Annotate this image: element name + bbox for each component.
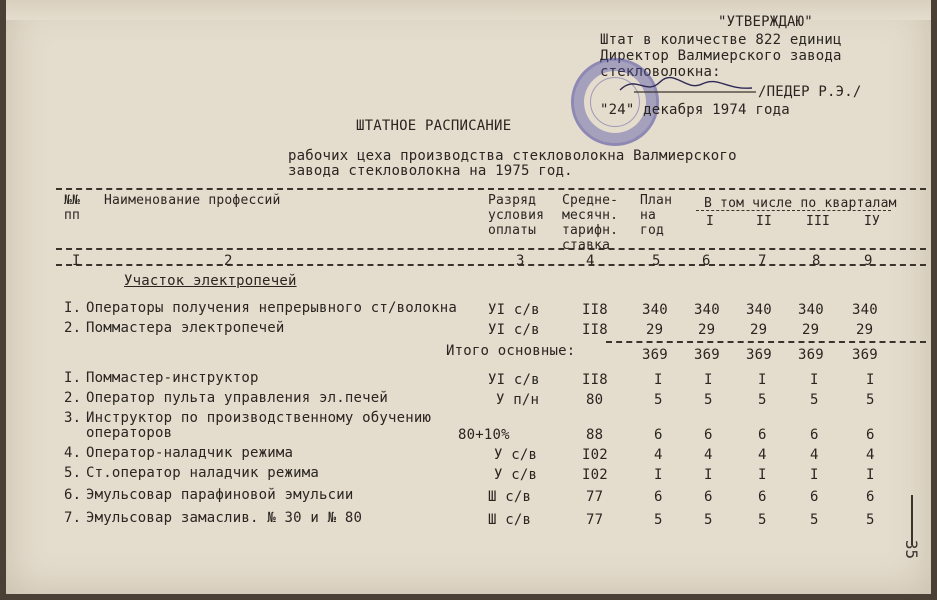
row-q4: 6 xyxy=(866,489,875,505)
row-q2: 6 xyxy=(758,489,767,505)
approval-title: "УТВЕРЖДАЮ" xyxy=(718,14,813,30)
row-q1: 5 xyxy=(704,392,713,408)
approval-date: "24" декабря 1974 года xyxy=(600,102,790,118)
row-grade: УI с/в xyxy=(488,302,540,318)
header-number: №№ пп xyxy=(64,193,81,223)
margin-mark xyxy=(911,495,913,545)
row-number: I. xyxy=(64,300,82,316)
colnum-8: 8 xyxy=(812,253,821,269)
row-rate: I02 xyxy=(582,447,608,463)
colnum-3: 3 xyxy=(516,253,525,269)
table-top-rule xyxy=(56,188,926,190)
row-q3: I xyxy=(810,372,819,388)
row-plan: 340 xyxy=(642,302,668,318)
row-rate: 88 xyxy=(586,427,604,443)
row-plan: I xyxy=(654,467,663,483)
row-number: 7. xyxy=(64,510,82,526)
row-q4: I xyxy=(866,467,875,483)
document-title: ШТАТНОЕ РАСПИСАНИЕ xyxy=(356,118,512,134)
row-q4: 5 xyxy=(866,392,875,408)
row-q1: 6 xyxy=(704,489,713,505)
row-profession: Поммастер-инструктор xyxy=(86,370,259,386)
row-plan: 4 xyxy=(654,447,663,463)
row-q2: 5 xyxy=(758,512,767,528)
row-q4: I xyxy=(866,372,875,388)
row-q1: 340 xyxy=(694,302,720,318)
subtotal-q4: 369 xyxy=(852,347,878,363)
row-rate: 77 xyxy=(586,489,604,505)
row-q1: 4 xyxy=(704,447,713,463)
subtotal-q2: 369 xyxy=(746,347,772,363)
row-grade: УI с/в xyxy=(488,322,540,338)
row-number: 5. xyxy=(64,465,82,481)
row-rate: 80 xyxy=(586,392,604,408)
header-q3: III xyxy=(806,214,831,229)
row-plan: 5 xyxy=(654,512,663,528)
approval-plant: стекловолокна: xyxy=(600,64,721,80)
row-profession-continued: операторов xyxy=(86,425,173,441)
row-q2: 29 xyxy=(750,322,768,338)
subtotal-q3: 369 xyxy=(798,347,824,363)
row-q1: I xyxy=(704,467,713,483)
row-grade: У с/в xyxy=(494,467,538,483)
row-q4: 340 xyxy=(852,302,878,318)
header-q1: I xyxy=(706,214,715,229)
row-profession: Инструктор по производственному обучению xyxy=(86,410,432,426)
row-plan: 29 xyxy=(646,322,664,338)
row-q3: 6 xyxy=(810,489,819,505)
subtotal-label: Итого основные: xyxy=(446,343,576,359)
row-q3: 5 xyxy=(810,512,819,528)
row-profession: Оператор пульта управления эл.печей xyxy=(86,390,389,406)
column-numbers-rule xyxy=(56,264,926,266)
colnum-4: 4 xyxy=(586,253,595,269)
archival-document-page xyxy=(6,0,931,594)
header-quarters: В том числе по кварталам xyxy=(704,196,897,211)
colnum-7: 7 xyxy=(758,253,767,269)
row-number: 2. xyxy=(64,320,82,336)
row-q2: 4 xyxy=(758,447,767,463)
subtotal-q1: 369 xyxy=(694,347,720,363)
row-grade: УI с/в xyxy=(488,372,540,388)
row-plan: I xyxy=(654,372,663,388)
row-q2: I xyxy=(758,467,767,483)
header-q4: IУ xyxy=(864,214,881,229)
row-q1: I xyxy=(704,372,713,388)
approval-signature-name: /ПЕДЕР Р.Э./ xyxy=(758,84,862,100)
table-header-rule xyxy=(56,248,926,250)
row-q2: 340 xyxy=(746,302,772,318)
colnum-5: 5 xyxy=(652,253,661,269)
row-number: 4. xyxy=(64,445,82,461)
row-q3: 4 xyxy=(810,447,819,463)
row-plan: 6 xyxy=(654,427,663,443)
row-profession: Оператор-наладчик режима xyxy=(86,445,294,461)
row-profession: Эмульсовар замаслив. № 30 и № 80 xyxy=(86,510,363,526)
header-profession: Наименование профессий xyxy=(104,193,281,208)
header-q2: II xyxy=(756,214,773,229)
row-q1: 5 xyxy=(704,512,713,528)
header-grade: Разряд условия оплаты xyxy=(488,193,545,238)
subtotal-rule xyxy=(606,341,926,343)
row-rate: II8 xyxy=(582,302,608,318)
document-subtitle-line1: рабочих цеха производства стекловолокна Валмиерского xyxy=(288,148,737,164)
row-q3: 6 xyxy=(810,427,819,443)
colnum-1: I xyxy=(72,253,81,269)
row-number: 3. xyxy=(64,410,82,426)
row-grade: 80+10% xyxy=(458,427,510,443)
handwritten-signature xyxy=(616,70,756,98)
section-title: Участок электропечей xyxy=(124,273,297,289)
row-q1: 6 xyxy=(704,427,713,443)
row-q3: I xyxy=(810,467,819,483)
row-q3: 5 xyxy=(810,392,819,408)
row-q3: 340 xyxy=(798,302,824,318)
row-grade: Ш с/в xyxy=(488,489,532,505)
row-number: 2. xyxy=(64,390,82,406)
document-subtitle-line2: завода стекловолокна на 1975 год. xyxy=(288,163,573,179)
row-q4: 6 xyxy=(866,427,875,443)
row-rate: I02 xyxy=(582,467,608,483)
approval-director: Директор Валмиерского завода xyxy=(600,48,842,64)
row-profession: Ст.оператор наладчик режима xyxy=(86,465,319,481)
row-q4: 4 xyxy=(866,447,875,463)
row-profession: Операторы получения непрерывного ст/волокна xyxy=(86,300,458,316)
row-q1: 29 xyxy=(698,322,716,338)
colnum-2: 2 xyxy=(224,253,233,269)
row-rate: 77 xyxy=(586,512,604,528)
row-grade: У п/н xyxy=(496,392,540,408)
row-q4: 5 xyxy=(866,512,875,528)
row-profession: Поммастера электропечей xyxy=(86,320,285,336)
subtotal-plan: 369 xyxy=(642,347,668,363)
row-grade: У с/в xyxy=(494,447,538,463)
row-profession: Эмульсовар парафиновой эмульсии xyxy=(86,487,354,503)
row-plan: 5 xyxy=(654,392,663,408)
row-rate: II8 xyxy=(582,322,608,338)
row-rate: II8 xyxy=(582,372,608,388)
colnum-6: 6 xyxy=(702,253,711,269)
row-q3: 29 xyxy=(802,322,820,338)
row-q4: 29 xyxy=(856,322,874,338)
approval-staff-count: Штат в количестве 822 единиц xyxy=(600,32,842,48)
page-number-mark: 35 xyxy=(902,539,922,560)
row-number: I. xyxy=(64,370,82,386)
row-q2: 6 xyxy=(758,427,767,443)
header-rate: Средне- месячн. тарифн. ставка xyxy=(562,193,619,253)
row-plan: 6 xyxy=(654,489,663,505)
colnum-9: 9 xyxy=(864,253,873,269)
header-plan: План на год xyxy=(640,193,673,238)
row-number: 6. xyxy=(64,487,82,503)
row-q2: I xyxy=(758,372,767,388)
row-grade: Ш с/в xyxy=(488,512,532,528)
row-q2: 5 xyxy=(758,392,767,408)
